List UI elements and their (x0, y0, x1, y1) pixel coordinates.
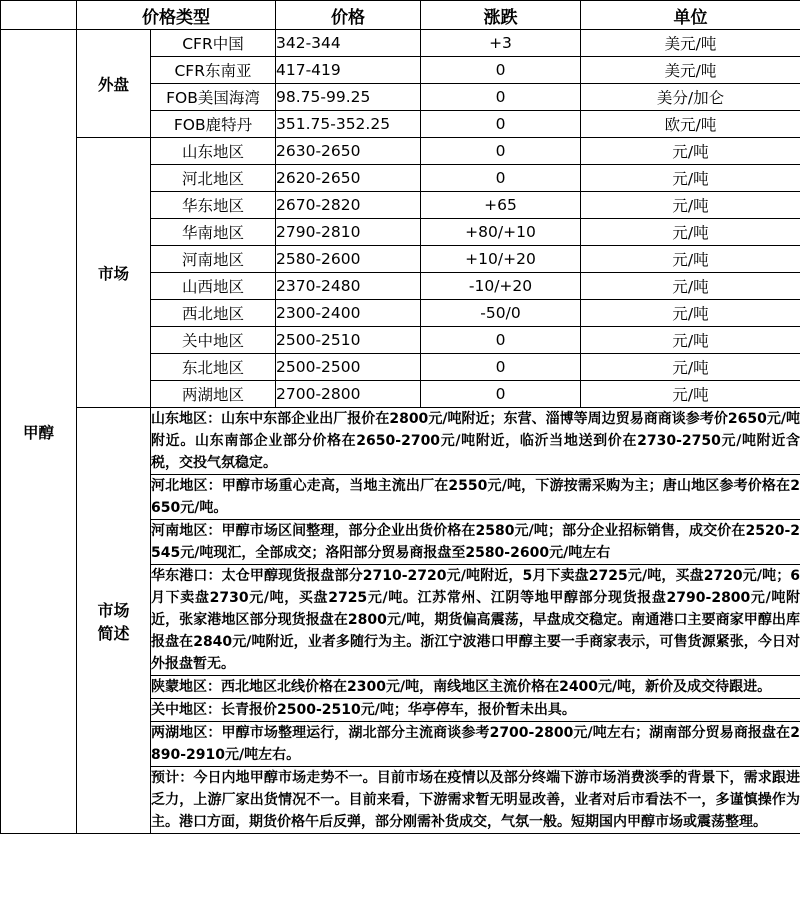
row-change: 0 (421, 138, 581, 165)
row-change: 0 (421, 165, 581, 192)
row-change: +65 (421, 192, 581, 219)
note-henan: 河南地区：甲醇市场区间整理，部分企业出货价格在2580元/吨；部分企业招标销售，成交价在2520-2545元/吨现汇，全部成交；洛阳部分贸易商报盘至2580-2600元/吨左右 (151, 520, 800, 565)
row-price: 2500-2500 (276, 354, 421, 381)
row-name: 华东地区 (151, 192, 276, 219)
row-unit: 美分/加仑 (581, 84, 800, 111)
note-forecast: 预计：今日内地甲醇市场走势不一。目前市场在疫情以及部分终端下游市场消费淡季的背景下，需求跟进乏力，上游厂家出货情况不一。目前来看，下游需求暂无明显改善，业者对后市看法不一，多谨慎操作为主。港口方面，期货价格午后反弹，部分刚需补货成交，气氛一般。短期国内甲醇市场或震荡整理。 (151, 767, 800, 834)
header-blank (1, 1, 77, 30)
row-unit: 元/吨 (581, 165, 800, 192)
row-unit: 元/吨 (581, 300, 800, 327)
row-name: 山东地区 (151, 138, 276, 165)
row-change: 0 (421, 84, 581, 111)
row-name: 东北地区 (151, 354, 276, 381)
summary-label-line2: 简述 (97, 623, 130, 643)
row-change: 0 (421, 111, 581, 138)
row-name: 关中地区 (151, 327, 276, 354)
row-price: 417-419 (276, 57, 421, 84)
row-name: 河北地区 (151, 165, 276, 192)
header-change: 涨跌 (421, 1, 581, 30)
row-price: 2630-2650 (276, 138, 421, 165)
row-change: -10/+20 (421, 273, 581, 300)
row-name: 河南地区 (151, 246, 276, 273)
row-unit: 元/吨 (581, 219, 800, 246)
row-change: 0 (421, 381, 581, 408)
row-price: 98.75-99.25 (276, 84, 421, 111)
row-price: 2620-2650 (276, 165, 421, 192)
row-unit: 元/吨 (581, 246, 800, 273)
row-name: FOB美国海湾 (151, 84, 276, 111)
row-price: 2500-2510 (276, 327, 421, 354)
note-east-china-port: 华东港口：太仓甲醇现货报盘部分2710-2720元/吨附近，5月下卖盘2725元/吨，买盘2720元/吨；6月下卖盘2730元/吨，买盘2725元/吨。江苏常州、江阴等地甲醇部分现货报盘2790-2800元/吨附近，张家港地区部分现货报盘在2800元/吨，期货偏高震荡，早盘成交稳定。南通港口主要商家甲醇出库报盘在2840元/吨附近，业者多随行为主。浙江宁波港口甲醇主要一手商家表示，可售货源紧张，今日对外报盘暂无。 (151, 565, 800, 676)
summary-label-line1: 市场 (97, 600, 130, 620)
row-unit: 美元/吨 (581, 57, 800, 84)
note-shandong: 山东地区：山东中东部企业出厂报价在2800元/吨附近；东营、淄博等周边贸易商商谈参考价2650元/吨附近。山东南部企业部分价格在2650-2700元/吨附近，临沂当地送到价在2730-2750元/吨附近含税，交投气氛稳定。 (151, 408, 800, 475)
table-row (1, 138, 800, 165)
row-unit: 元/吨 (581, 138, 800, 165)
row-price: 342-344 (276, 30, 421, 57)
foreign-market-label: 外盘 (77, 30, 151, 138)
row-change: 0 (421, 327, 581, 354)
note-hebei: 河北地区：甲醇市场重心走高，当地主流出厂在2550元/吨，下游按需采购为主；唐山地区参考价格在2650元/吨。 (151, 475, 800, 520)
header-price-type: 价格类型 (77, 1, 276, 30)
header-row (1, 1, 800, 30)
row-name: 两湖地区 (151, 381, 276, 408)
row-change: -50/0 (421, 300, 581, 327)
note-shaanxi-inner-mongolia: 陕蒙地区：西北地区北线价格在2300元/吨，南线地区主流价格在2400元/吨，新价及成交待跟进。 (151, 676, 800, 699)
note-guanzhong: 关中地区：长青报价2500-2510元/吨；华亭停车，报价暂未出具。 (151, 699, 800, 722)
row-change: +10/+20 (421, 246, 581, 273)
row-unit: 美元/吨 (581, 30, 800, 57)
row-name: FOB鹿特丹 (151, 111, 276, 138)
note-hubei-hunan: 两湖地区：甲醇市场整理运行，湖北部分主流商谈参考2700-2800元/吨左右；湖南部分贸易商报盘在2890-2910元/吨左右。 (151, 722, 800, 767)
row-price: 2300-2400 (276, 300, 421, 327)
row-name: 华南地区 (151, 219, 276, 246)
row-price: 2580-2600 (276, 246, 421, 273)
row-change: 0 (421, 354, 581, 381)
header-price: 价格 (276, 1, 421, 30)
row-name: CFR东南亚 (151, 57, 276, 84)
note-row (1, 408, 800, 475)
category-label: 甲醇 (1, 30, 77, 834)
row-unit: 元/吨 (581, 192, 800, 219)
row-price: 351.75-352.25 (276, 111, 421, 138)
row-change: +3 (421, 30, 581, 57)
table-row (1, 30, 800, 57)
row-price: 2790-2810 (276, 219, 421, 246)
row-unit: 元/吨 (581, 327, 800, 354)
row-name: 西北地区 (151, 300, 276, 327)
row-unit: 元/吨 (581, 354, 800, 381)
summary-label (77, 408, 151, 834)
row-unit: 元/吨 (581, 273, 800, 300)
row-unit: 欧元/吨 (581, 111, 800, 138)
row-price: 2700-2800 (276, 381, 421, 408)
row-price: 2670-2820 (276, 192, 421, 219)
row-price: 2370-2480 (276, 273, 421, 300)
row-name: 山西地区 (151, 273, 276, 300)
domestic-market-label: 市场 (77, 138, 151, 408)
header-unit: 单位 (581, 1, 800, 30)
row-change: +80/+10 (421, 219, 581, 246)
row-name: CFR中国 (151, 30, 276, 57)
row-unit: 元/吨 (581, 381, 800, 408)
row-change: 0 (421, 57, 581, 84)
